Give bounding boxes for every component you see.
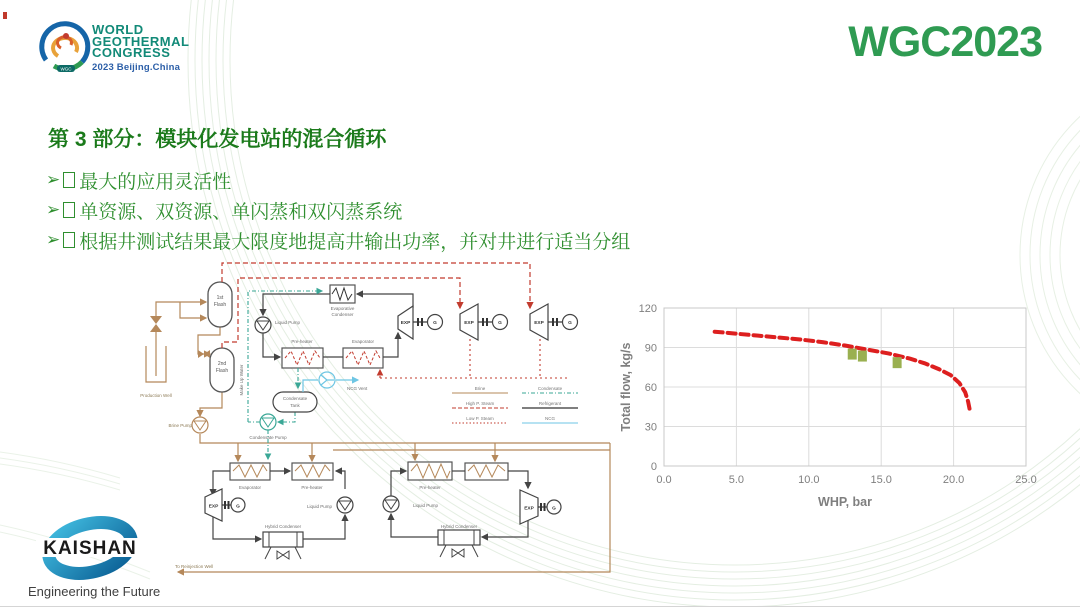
- kaishan-tagline: Engineering the Future: [28, 584, 161, 599]
- br-liquid-pump-icon: [383, 496, 399, 512]
- bullet-item: [46, 225, 630, 255]
- liquid-pump-label: Liquid Pump: [275, 320, 301, 325]
- evaporator-label: Evaporator: [351, 339, 375, 344]
- legend-brine-label: Brine: [474, 386, 486, 391]
- congress-line: GEOTHERMAL: [92, 33, 190, 49]
- bullet-text: 根据井测试结果最大限度地提高井输出功率，并对井进行适当分组: [79, 231, 631, 253]
- liquid-pump-icon: [255, 317, 271, 333]
- ncg-vent-label: NCG Vent: [347, 386, 368, 391]
- svg-text:30: 30: [644, 421, 657, 434]
- diagram-legend: [452, 386, 578, 423]
- bullet-arrow-icon: ➢: [46, 170, 61, 189]
- gen-label: G: [552, 506, 556, 512]
- bullet-list: [46, 165, 630, 255]
- congress-subtitle: 2023 Beijing.China: [92, 61, 181, 73]
- brine-pump-icon: [192, 417, 208, 433]
- exp-label: EXP: [464, 321, 474, 326]
- bullet-arrow-icon: ➢: [46, 200, 61, 219]
- legend-condensate-label: Condensate: [537, 386, 563, 391]
- missing-glyph-box: [63, 172, 75, 188]
- flash1-label: 1st: [216, 295, 224, 301]
- bl-hybrid-condenser-label: Hybrid Condenser: [264, 524, 302, 529]
- svg-text:20.0: 20.0: [942, 474, 965, 486]
- bullet-item: [46, 165, 630, 195]
- flash2-label: 2nd: [217, 361, 227, 367]
- br-hybrid-condenser-label: Hybrid Condenser: [440, 524, 478, 529]
- bl-fan-icon: [265, 547, 301, 559]
- svg-text:25.0: 25.0: [1015, 474, 1037, 486]
- svg-text:90: 90: [644, 342, 657, 355]
- slide-corner-mark: [3, 12, 7, 19]
- orc-evaporator: [343, 348, 383, 368]
- valve-icon: [150, 316, 210, 358]
- condensate-pump-label: Condensate Pump: [249, 435, 287, 440]
- chart-series: [715, 332, 970, 409]
- chart-y-axis-label: Total flow, kg/s: [619, 342, 633, 432]
- svg-text:0.0: 0.0: [656, 474, 672, 486]
- bl-liquid-pump-icon: [337, 497, 353, 513]
- svg-text:0: 0: [650, 461, 657, 473]
- bl-evaporator: [230, 463, 270, 480]
- chart-tick-labels: [639, 303, 1037, 486]
- condensate-piping: [248, 291, 322, 459]
- congress-wordmark: [92, 24, 189, 73]
- svg-text:120: 120: [638, 303, 657, 315]
- missing-glyph-box: [63, 202, 75, 218]
- legend-hp-steam-label: High P. Steam: [465, 401, 495, 406]
- page-title: 第 3 部分：模块化发电站的混合循环: [48, 128, 387, 151]
- exp-label: EXP: [534, 321, 544, 326]
- bullet-item: [46, 195, 630, 225]
- legend-ncg-label: NCG: [545, 416, 555, 421]
- condensate-pump-icon: [260, 414, 276, 430]
- flash2-label: Flash: [215, 368, 229, 374]
- condensate-tank-label: Condensate: [282, 396, 308, 401]
- exp-label: EXP: [208, 504, 219, 510]
- orc-pre-heater: [282, 348, 323, 368]
- bl-evaporator-label: Evaporator: [238, 485, 262, 490]
- exp-label: EXP: [400, 321, 411, 326]
- br-liquid-pump-label: Liquid Pump: [413, 503, 439, 508]
- svg-text:10.0: 10.0: [798, 474, 820, 486]
- br-fan-icon: [440, 545, 478, 557]
- congress-line: CONGRESS: [92, 45, 171, 60]
- condensate-tank: [273, 392, 317, 412]
- bullet-text: 最大的应用灵活性: [79, 171, 232, 193]
- legend-lp-steam-label: Low P. Steam: [466, 416, 494, 421]
- condensate-tank-label: Tank: [290, 403, 300, 408]
- flash1-label: Flash: [213, 302, 227, 308]
- wgc2023-brand: WGC2023: [848, 18, 1042, 66]
- bullet-text: 单资源、双资源、单闪蒸和双闪蒸系统: [79, 201, 403, 223]
- chart-x-axis-label: WHP, bar: [818, 495, 872, 509]
- kaishan-wordmark: KAISHAN: [43, 538, 137, 559]
- br-pre-heater-label: Pre-heater: [419, 485, 441, 490]
- gen-label: G: [236, 504, 240, 510]
- gen-label: G: [568, 321, 572, 326]
- exp-label: EXP: [524, 506, 534, 512]
- svg-text:60: 60: [644, 382, 657, 394]
- congress-line: WORLD: [92, 22, 144, 37]
- svg-text:5.0: 5.0: [728, 474, 745, 486]
- missing-glyph-box: [63, 232, 75, 248]
- hp-steam-piping: [222, 263, 530, 348]
- gen-label: G: [433, 321, 437, 326]
- make-up-water-label: Make Up Water: [239, 364, 244, 396]
- well-deliverability-chart: [612, 282, 1052, 532]
- brine-pump-label: Brine Pump: [168, 423, 192, 428]
- brine-piping: [146, 302, 610, 572]
- lp-steam-piping: [380, 334, 570, 378]
- production-well-label: Production Well: [140, 393, 172, 398]
- wgc-logo-icon: [36, 18, 96, 80]
- bullet-arrow-icon: ➢: [46, 230, 61, 249]
- br-pre-heater: [408, 462, 452, 480]
- pre-heater-label: Pre-heater: [291, 339, 313, 344]
- reinjection-label: To Reinjection Well: [175, 564, 214, 569]
- kaishan-logo: [28, 512, 178, 584]
- process-flow-diagram: [130, 258, 620, 603]
- bl-pre-heater-label: Pre-heater: [301, 485, 323, 490]
- svg-text:WGC: WGC: [60, 66, 72, 72]
- bl-liquid-pump-label: Liquid Pump: [306, 504, 332, 509]
- evap-condenser-label: Evaporative: [330, 306, 355, 311]
- evap-condenser-label: Condenser: [331, 312, 354, 317]
- legend-refrigerant-label: Refrigerant: [538, 401, 562, 406]
- svg-text:15.0: 15.0: [870, 474, 892, 486]
- gen-label: G: [498, 321, 502, 326]
